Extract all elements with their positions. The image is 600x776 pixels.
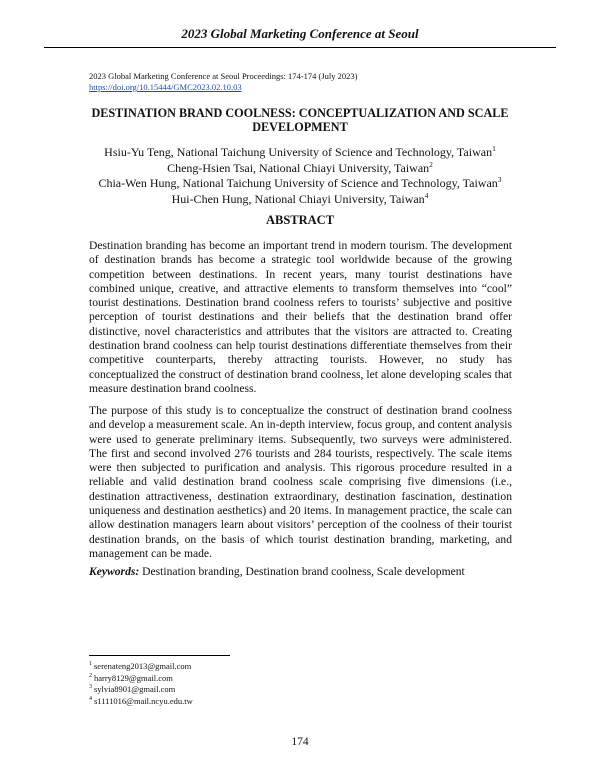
author-line: Chia-Wen Hung, National Taichung University of Science and Technology, Taiwan$^3$ — [98, 175, 502, 190]
keywords-label: Keywords: — [89, 565, 140, 578]
keywords — [89, 565, 512, 579]
keywords-text: Destination branding, Destination brand coolness, Scale development — [142, 565, 465, 578]
abstract-heading: ABSTRACT — [265, 213, 335, 227]
running-header: 2023 Global Marketing Conference at Seoul — [181, 26, 419, 41]
author-line: Cheng-Hsien Tsai, National Chiayi University, Taiwan$^2$ — [167, 159, 433, 175]
abstract-paragraph: The purpose of this study is to conceptualize the construct of destination brand coolness and develop a measurement scale. An in-depth interview, focus group, and content analysis were used to generate preliminary items. Subsequently, two surveys were administered. The first and second involved 276 tourists and 284 tourists, respectively. The scale items were then subjected to purification and analysis. This rigorous procedure resulted in a reliable and valid destination brand coolness scale comprising five dimensions (i.e., destination attractiveness, destination extraordinary, destination fascination, destination uniqueness and destination aesthetics) and 20 items. In management practice, the scale can allow destination managers learn about visitors’ perception of the coolness of their tourist destination brands, on the basis of which tourist destination branding, marketing, and management can be made. — [89, 404, 512, 560]
page-number: 174 — [291, 736, 309, 748]
footnote: $^1$ serenateng2013@gmail.com — [89, 661, 192, 671]
footnote-rule — [89, 655, 230, 656]
footnote: $^3$ sylvia8901@gmail.com — [89, 684, 176, 694]
author-list — [60, 145, 540, 207]
abstract-paragraph: Destination branding has become an important trend in modern tourism. The development of destination brands has become a strategic tool worldwide because of the growing competition between destinations. In recent years, many tourist destinations have combined unique, creative, and attractive elements to transform themselves into “cool” tourist destinations. Destination brand coolness refers to tourists’ subjective and positive perception of tourist destinations and their beliefs that the destination brand offer distinctive, novel characteristics and attributes that the visitors are attracted to. Creating destination brand coolness can help tourist destinations differentiate themselves from their competitive counterparts, thereby attracting tourists. However, no study has conceptualized the construct of destination brand coolness, let alone developing scales that measure destination brand coolness. — [89, 239, 512, 395]
header-rule — [44, 47, 556, 48]
author-line: Hsiu-Yu Teng, National Taichung University of Science and Technology, Taiwan$^1$ — [104, 144, 496, 159]
footnotes — [89, 661, 193, 707]
footnote: $^4$ s1111016@mail.ncyu.edu.tw — [89, 695, 193, 706]
footnote: $^2$ harry8129@gmail.com — [89, 672, 173, 683]
proceedings-citation: 2023 Global Marketing Conference at Seoul Proceedings: 174-174 (July 2023) — [89, 71, 358, 81]
doi-link[interactable]: https://doi.org/10.15444/GMC2023.02.10.03 — [89, 82, 242, 92]
author-line: Hui-Chen Hung, National Chiayi University, Taiwan$^4$ — [171, 190, 429, 206]
proceedings-info — [89, 71, 357, 93]
paper-title: DESTINATION BRAND COOLNESS: CONCEPTUALIZATION AND SCALE DEVELOPMENT — [91, 106, 509, 134]
